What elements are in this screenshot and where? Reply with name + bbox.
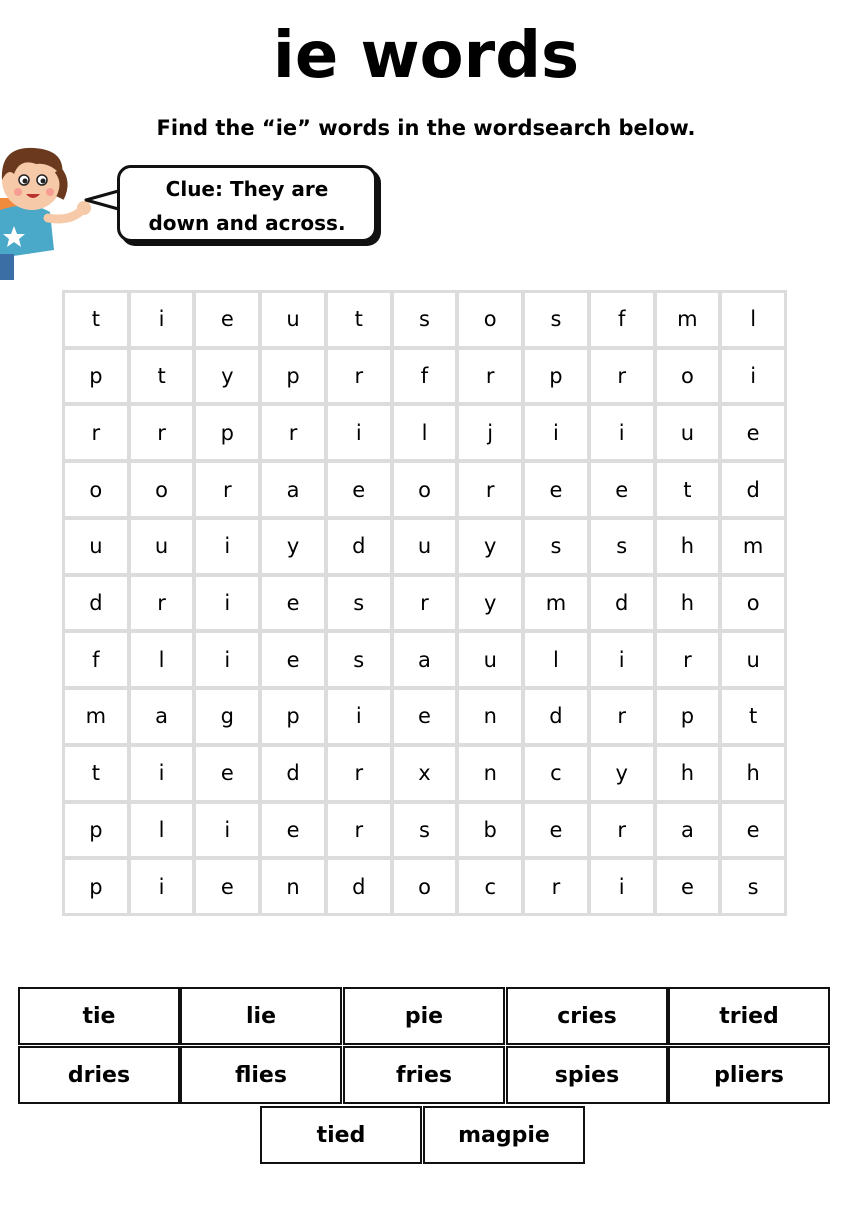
grid-cell[interactable]: i <box>196 520 258 573</box>
grid-cell[interactable]: e <box>196 293 258 346</box>
grid-cell[interactable]: p <box>262 350 324 403</box>
grid-cell[interactable]: d <box>591 577 653 630</box>
grid-cell[interactable]: t <box>328 293 390 346</box>
grid-cell[interactable]: a <box>394 633 456 686</box>
grid-cell[interactable]: m <box>525 577 587 630</box>
grid-cell[interactable]: u <box>459 633 521 686</box>
grid-cell[interactable]: u <box>722 633 784 686</box>
grid-cell[interactable]: i <box>196 577 258 630</box>
grid-cell[interactable]: m <box>65 690 127 743</box>
grid-cell[interactable]: n <box>262 860 324 913</box>
grid-cell[interactable]: s <box>328 633 390 686</box>
grid-cell[interactable]: r <box>328 350 390 403</box>
grid-cell[interactable]: p <box>65 350 127 403</box>
word-box: pliers <box>668 1046 830 1104</box>
grid-cell[interactable]: p <box>525 350 587 403</box>
grid-cell[interactable]: s <box>525 293 587 346</box>
grid-cell[interactable]: y <box>459 520 521 573</box>
grid-cell[interactable]: i <box>591 406 653 459</box>
grid-cell[interactable]: h <box>657 577 719 630</box>
grid-cell[interactable]: i <box>328 690 390 743</box>
grid-cell[interactable]: o <box>657 350 719 403</box>
page-title: ie words <box>272 19 580 93</box>
grid-cell[interactable]: y <box>459 577 521 630</box>
grid-cell[interactable]: h <box>657 520 719 573</box>
grid-cell[interactable]: c <box>459 860 521 913</box>
word-box: lie <box>180 987 342 1045</box>
grid-cell[interactable]: e <box>525 804 587 857</box>
grid-cell[interactable]: e <box>722 804 784 857</box>
grid-cell[interactable]: r <box>394 577 456 630</box>
grid-cell[interactable]: t <box>65 747 127 800</box>
grid-cell[interactable]: h <box>657 747 719 800</box>
grid-cell[interactable]: r <box>591 804 653 857</box>
grid-cell[interactable]: y <box>591 747 653 800</box>
grid-cell[interactable]: i <box>525 406 587 459</box>
grid-cell[interactable]: u <box>65 520 127 573</box>
grid-cell[interactable]: r <box>525 860 587 913</box>
word-box: flies <box>180 1046 342 1104</box>
grid-cell[interactable]: p <box>196 406 258 459</box>
clue-speech-bubble <box>117 165 377 242</box>
word-box: tie <box>18 987 180 1045</box>
grid-cell[interactable]: l <box>525 633 587 686</box>
grid-cell[interactable]: e <box>722 406 784 459</box>
grid-cell[interactable]: p <box>657 690 719 743</box>
grid-cell[interactable]: r <box>591 690 653 743</box>
grid-cell[interactable]: l <box>131 804 193 857</box>
grid-cell[interactable]: n <box>459 690 521 743</box>
grid-cell[interactable]: s <box>722 860 784 913</box>
grid-cell[interactable]: i <box>196 633 258 686</box>
grid-cell[interactable]: r <box>131 406 193 459</box>
word-box: spies <box>506 1046 668 1104</box>
grid-cell[interactable]: m <box>657 293 719 346</box>
grid-cell[interactable]: i <box>328 406 390 459</box>
grid-cell[interactable]: e <box>394 690 456 743</box>
grid-cell[interactable]: i <box>591 860 653 913</box>
grid-cell[interactable]: d <box>262 747 324 800</box>
grid-cell[interactable]: t <box>657 463 719 516</box>
grid-cell[interactable]: s <box>328 577 390 630</box>
grid-cell[interactable]: r <box>591 350 653 403</box>
grid-cell[interactable]: i <box>722 350 784 403</box>
instruction-text: Find the “ie” words in the wordsearch below. <box>156 116 696 140</box>
grid-cell[interactable]: x <box>394 747 456 800</box>
word-box: magpie <box>423 1106 585 1164</box>
grid-cell[interactable]: d <box>65 577 127 630</box>
grid-cell[interactable]: d <box>328 860 390 913</box>
grid-cell[interactable]: n <box>459 747 521 800</box>
grid-cell[interactable]: u <box>131 520 193 573</box>
grid-cell[interactable]: p <box>262 690 324 743</box>
grid-cell[interactable]: y <box>262 520 324 573</box>
grid-cell[interactable]: r <box>262 406 324 459</box>
grid-cell[interactable]: s <box>525 520 587 573</box>
grid-cell[interactable]: r <box>459 350 521 403</box>
grid-cell[interactable]: h <box>722 747 784 800</box>
grid-cell[interactable]: r <box>131 577 193 630</box>
clue-line-2: down and across. <box>148 211 346 235</box>
grid-cell[interactable]: d <box>328 520 390 573</box>
grid-cell[interactable]: i <box>131 860 193 913</box>
grid-cell[interactable]: r <box>328 747 390 800</box>
grid-cell[interactable]: a <box>131 690 193 743</box>
grid-cell[interactable]: s <box>394 293 456 346</box>
grid-cell[interactable]: d <box>722 463 784 516</box>
grid-cell[interactable]: g <box>196 690 258 743</box>
wordsearch-grid <box>62 290 787 916</box>
grid-cell[interactable]: c <box>525 747 587 800</box>
grid-cell[interactable]: a <box>262 463 324 516</box>
grid-cell[interactable]: e <box>525 463 587 516</box>
clue-line-1: Clue: They are <box>165 177 329 201</box>
grid-cell[interactable]: r <box>459 463 521 516</box>
grid-cell[interactable]: e <box>262 633 324 686</box>
grid-cell[interactable]: e <box>196 747 258 800</box>
grid-cell[interactable]: u <box>394 520 456 573</box>
grid-cell[interactable]: l <box>722 293 784 346</box>
grid-cell[interactable]: o <box>65 463 127 516</box>
grid-cell[interactable]: s <box>394 804 456 857</box>
grid-cell[interactable]: p <box>65 860 127 913</box>
word-box: tried <box>668 987 830 1045</box>
grid-cell[interactable]: l <box>131 633 193 686</box>
grid-cell[interactable]: b <box>459 804 521 857</box>
grid-cell[interactable]: u <box>657 406 719 459</box>
grid-cell[interactable]: t <box>722 690 784 743</box>
grid-cell[interactable]: t <box>131 350 193 403</box>
word-box: cries <box>506 987 668 1045</box>
grid-cell[interactable]: r <box>196 463 258 516</box>
grid-cell[interactable]: l <box>394 406 456 459</box>
grid-cell[interactable]: a <box>657 804 719 857</box>
word-box: pie <box>343 987 505 1045</box>
grid-cell[interactable]: e <box>328 463 390 516</box>
grid-cell[interactable]: i <box>196 804 258 857</box>
grid-cell[interactable]: i <box>131 747 193 800</box>
grid-cell[interactable]: r <box>328 804 390 857</box>
word-box: fries <box>343 1046 505 1104</box>
word-box: tied <box>260 1106 422 1164</box>
grid-cell[interactable]: o <box>394 860 456 913</box>
grid-cell[interactable]: e <box>196 860 258 913</box>
grid-cell[interactable]: f <box>65 633 127 686</box>
grid-cell[interactable]: o <box>131 463 193 516</box>
grid-cell[interactable]: y <box>196 350 258 403</box>
grid-cell[interactable]: f <box>394 350 456 403</box>
grid-cell[interactable]: o <box>459 293 521 346</box>
grid-cell[interactable]: e <box>262 804 324 857</box>
grid-cell[interactable]: e <box>657 860 719 913</box>
grid-cell[interactable]: r <box>657 633 719 686</box>
grid-cell[interactable]: e <box>591 463 653 516</box>
grid-cell[interactable]: t <box>65 293 127 346</box>
grid-cell[interactable]: r <box>65 406 127 459</box>
grid-cell[interactable]: m <box>722 520 784 573</box>
grid-cell[interactable]: s <box>591 520 653 573</box>
grid-cell[interactable]: j <box>459 406 521 459</box>
grid-cell[interactable]: o <box>394 463 456 516</box>
grid-cell[interactable]: i <box>591 633 653 686</box>
grid-cell[interactable]: p <box>65 804 127 857</box>
grid-cell[interactable]: e <box>262 577 324 630</box>
grid-cell[interactable]: i <box>131 293 193 346</box>
grid-cell[interactable]: o <box>722 577 784 630</box>
word-box: dries <box>18 1046 180 1104</box>
grid-cell[interactable]: f <box>591 293 653 346</box>
grid-cell[interactable]: d <box>525 690 587 743</box>
grid-cell[interactable]: u <box>262 293 324 346</box>
